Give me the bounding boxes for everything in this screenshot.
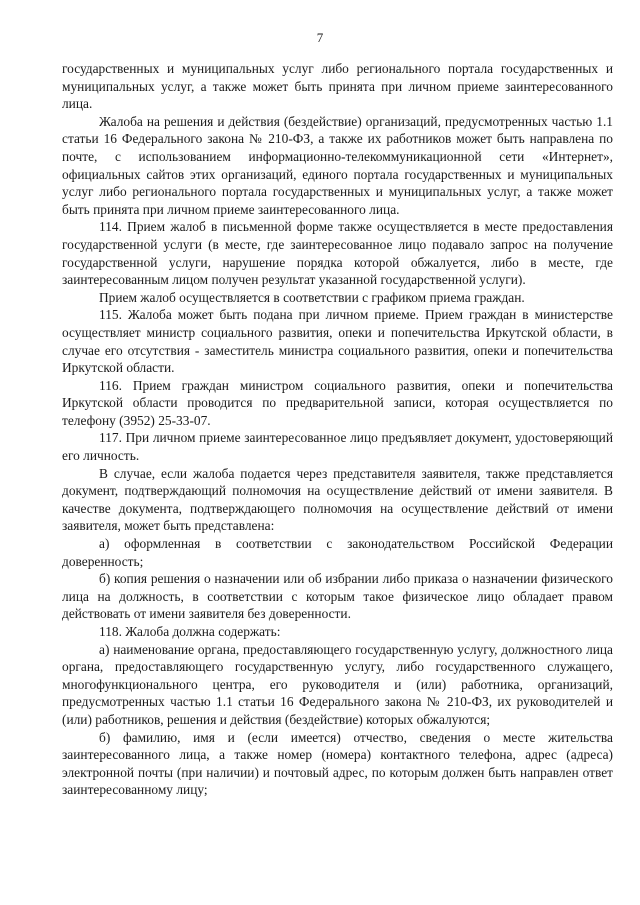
paragraph-complaint-organizations: Жалоба на решения и действия (бездействие) организаций, предусмотренных частью 1.1 статьи 16 Федерального закона № 210-ФЗ, а также их работников может быть направлена по почте, с использованием информационно-телекоммуникационной сети «Интернет», официальных сайтов этих организаций, единого портала государственных и муниципальных услуг либо регионального портала государственных и муниципальных услуг, а также может быть принята при личном приеме заинтересованного лица.	[62, 113, 613, 217]
paragraph-reception-schedule: Прием жалоб осуществляется в соответствии с графиком приема граждан.	[99, 289, 525, 305]
paragraph-representative: В случае, если жалоба подается через представителя заявителя, также представляется документ, подтверждающий полномочия на осуществление действий от имени заявителя. В качестве документа, подтверждающего полномочия на осуществление действий от имени заявителя, может быть представлена:	[62, 465, 613, 534]
paragraph-item-b-appointment: б) копия решения о назначении или об избрании либо приказа о назначении физического лица на должность, в соответствии с которым такое физическое лицо обладает правом действовать от имени заявителя без доверенности.	[62, 571, 613, 622]
document-body	[62, 60, 613, 799]
paragraph-114: 114. Прием жалоб в письменной форме также осуществляется в месте предоставления государственной услуги (в месте, где заинтересованное лицо подавало запрос на получение государственной услуги, нарушение порядка которой обжалуется, либо в месте, где заинтересованным лицом получен результат указанной государственной услуги).	[62, 219, 613, 288]
paragraph-item-a-power-of-attorney: а) оформленная в соответствии с законодательством Российской Федерации доверенность;	[62, 536, 613, 569]
paragraph-118: 118. Жалоба должна содержать:	[99, 624, 281, 639]
paragraph-116: 116. Прием граждан министром социального развития, опеки и попечительства Иркутской области проводится по предварительной записи, которая осуществляется по телефону (3952) 25-33-07.	[62, 377, 613, 428]
paragraph-118-item-b: б) фамилию, имя и (если имеется) отчество, сведения о месте жительства заинтересованного лица, а также номер (номера) контактного телефона, адрес (адреса) электронной почты (при наличии) и почтовый адрес, по которым должен быть направлен ответ заинтересованному лицу;	[62, 729, 613, 798]
paragraph-117: 117. При личном приеме заинтересованное лицо предъявляет документ, удостоверяющий его личность.	[62, 430, 613, 464]
paragraph-118-item-a: а) наименование органа, предоставляющего государственную услугу, должностного лица органа, предоставляющего государственную услугу, либо государственного служащего, многофункционального центра, его руководителя и (или) работника, организаций, предусмотренных частью 1.1 статьи 16 Федерального закона № 210-ФЗ, их руководителей и (или) работников, решения и действия (бездействие) которых обжалуются;	[62, 641, 613, 727]
paragraph-115: 115. Жалоба может быть подана при личном приеме. Прием граждан в министерстве осуществляет министр социального развития, опеки и попечительства Иркутской области, в случае его отсутствия - заместитель министра социального развития, опеки и попечительства Иркутской области.	[62, 307, 613, 376]
page-number: 7	[316, 30, 324, 45]
paragraph-continuation: государственных и муниципальных услуг либо регионального портала государственных и муниципальных услуг, а также может быть принята при личном приеме заинтересованного лица.	[62, 61, 613, 112]
